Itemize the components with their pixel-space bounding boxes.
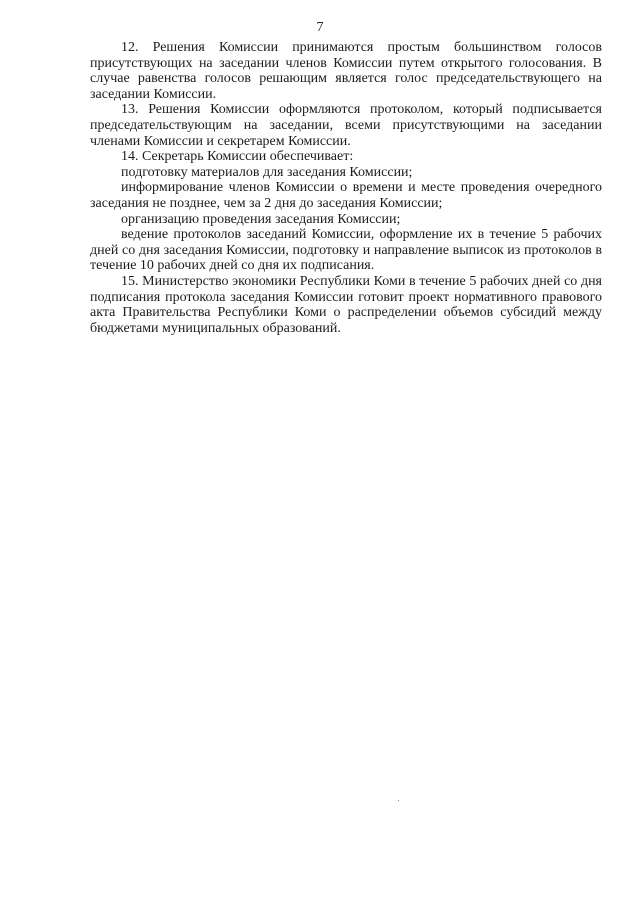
list-item-organization: организацию проведения заседания Комиссии;: [121, 211, 401, 227]
list-item-materials: подготовку материалов для заседания Комиссии;: [121, 164, 413, 180]
document-body: [90, 40, 602, 336]
paragraph-14: 14. Секретарь Комиссии обеспечивает:: [121, 149, 354, 165]
paragraph-12: 12. Решения Комиссии принимаются простым большинством голосов присутствующих на заседании членов Комиссии путем открытого голосования. В случае равенства голосов решающим является голос председательствующего на заседании Комиссии.: [90, 40, 602, 102]
paragraph-15: 15. Министерство экономики Республики Коми в течение 5 рабочих дней со дня подписания протокола заседания Комиссии готовит проект нормативного правового акта Правительства Республики Коми о распределении объемов субсидий между бюджетами муниципальных образований.: [90, 273, 602, 336]
scan-speck: [398, 800, 399, 801]
page-number: 7: [316, 20, 324, 35]
list-item-informing: информирование членов Комиссии о времени и месте проведения очередного заседания не позднее, чем за 2 дня до заседания Комиссии;: [90, 180, 602, 211]
list-item-minutes: ведение протоколов заседаний Комиссии, оформление их в течение 5 рабочих дней со дня заседания Комиссии, подготовку и направление выписок из протоколов в течение 10 рабочих дней со дня их подписания.: [90, 227, 602, 274]
paragraph-13: 13. Решения Комиссии оформляются протоколом, который подписывается председательствующим на заседании, всеми присутствующими на заседании членами Комиссии и секретарем Комиссии.: [90, 102, 602, 149]
